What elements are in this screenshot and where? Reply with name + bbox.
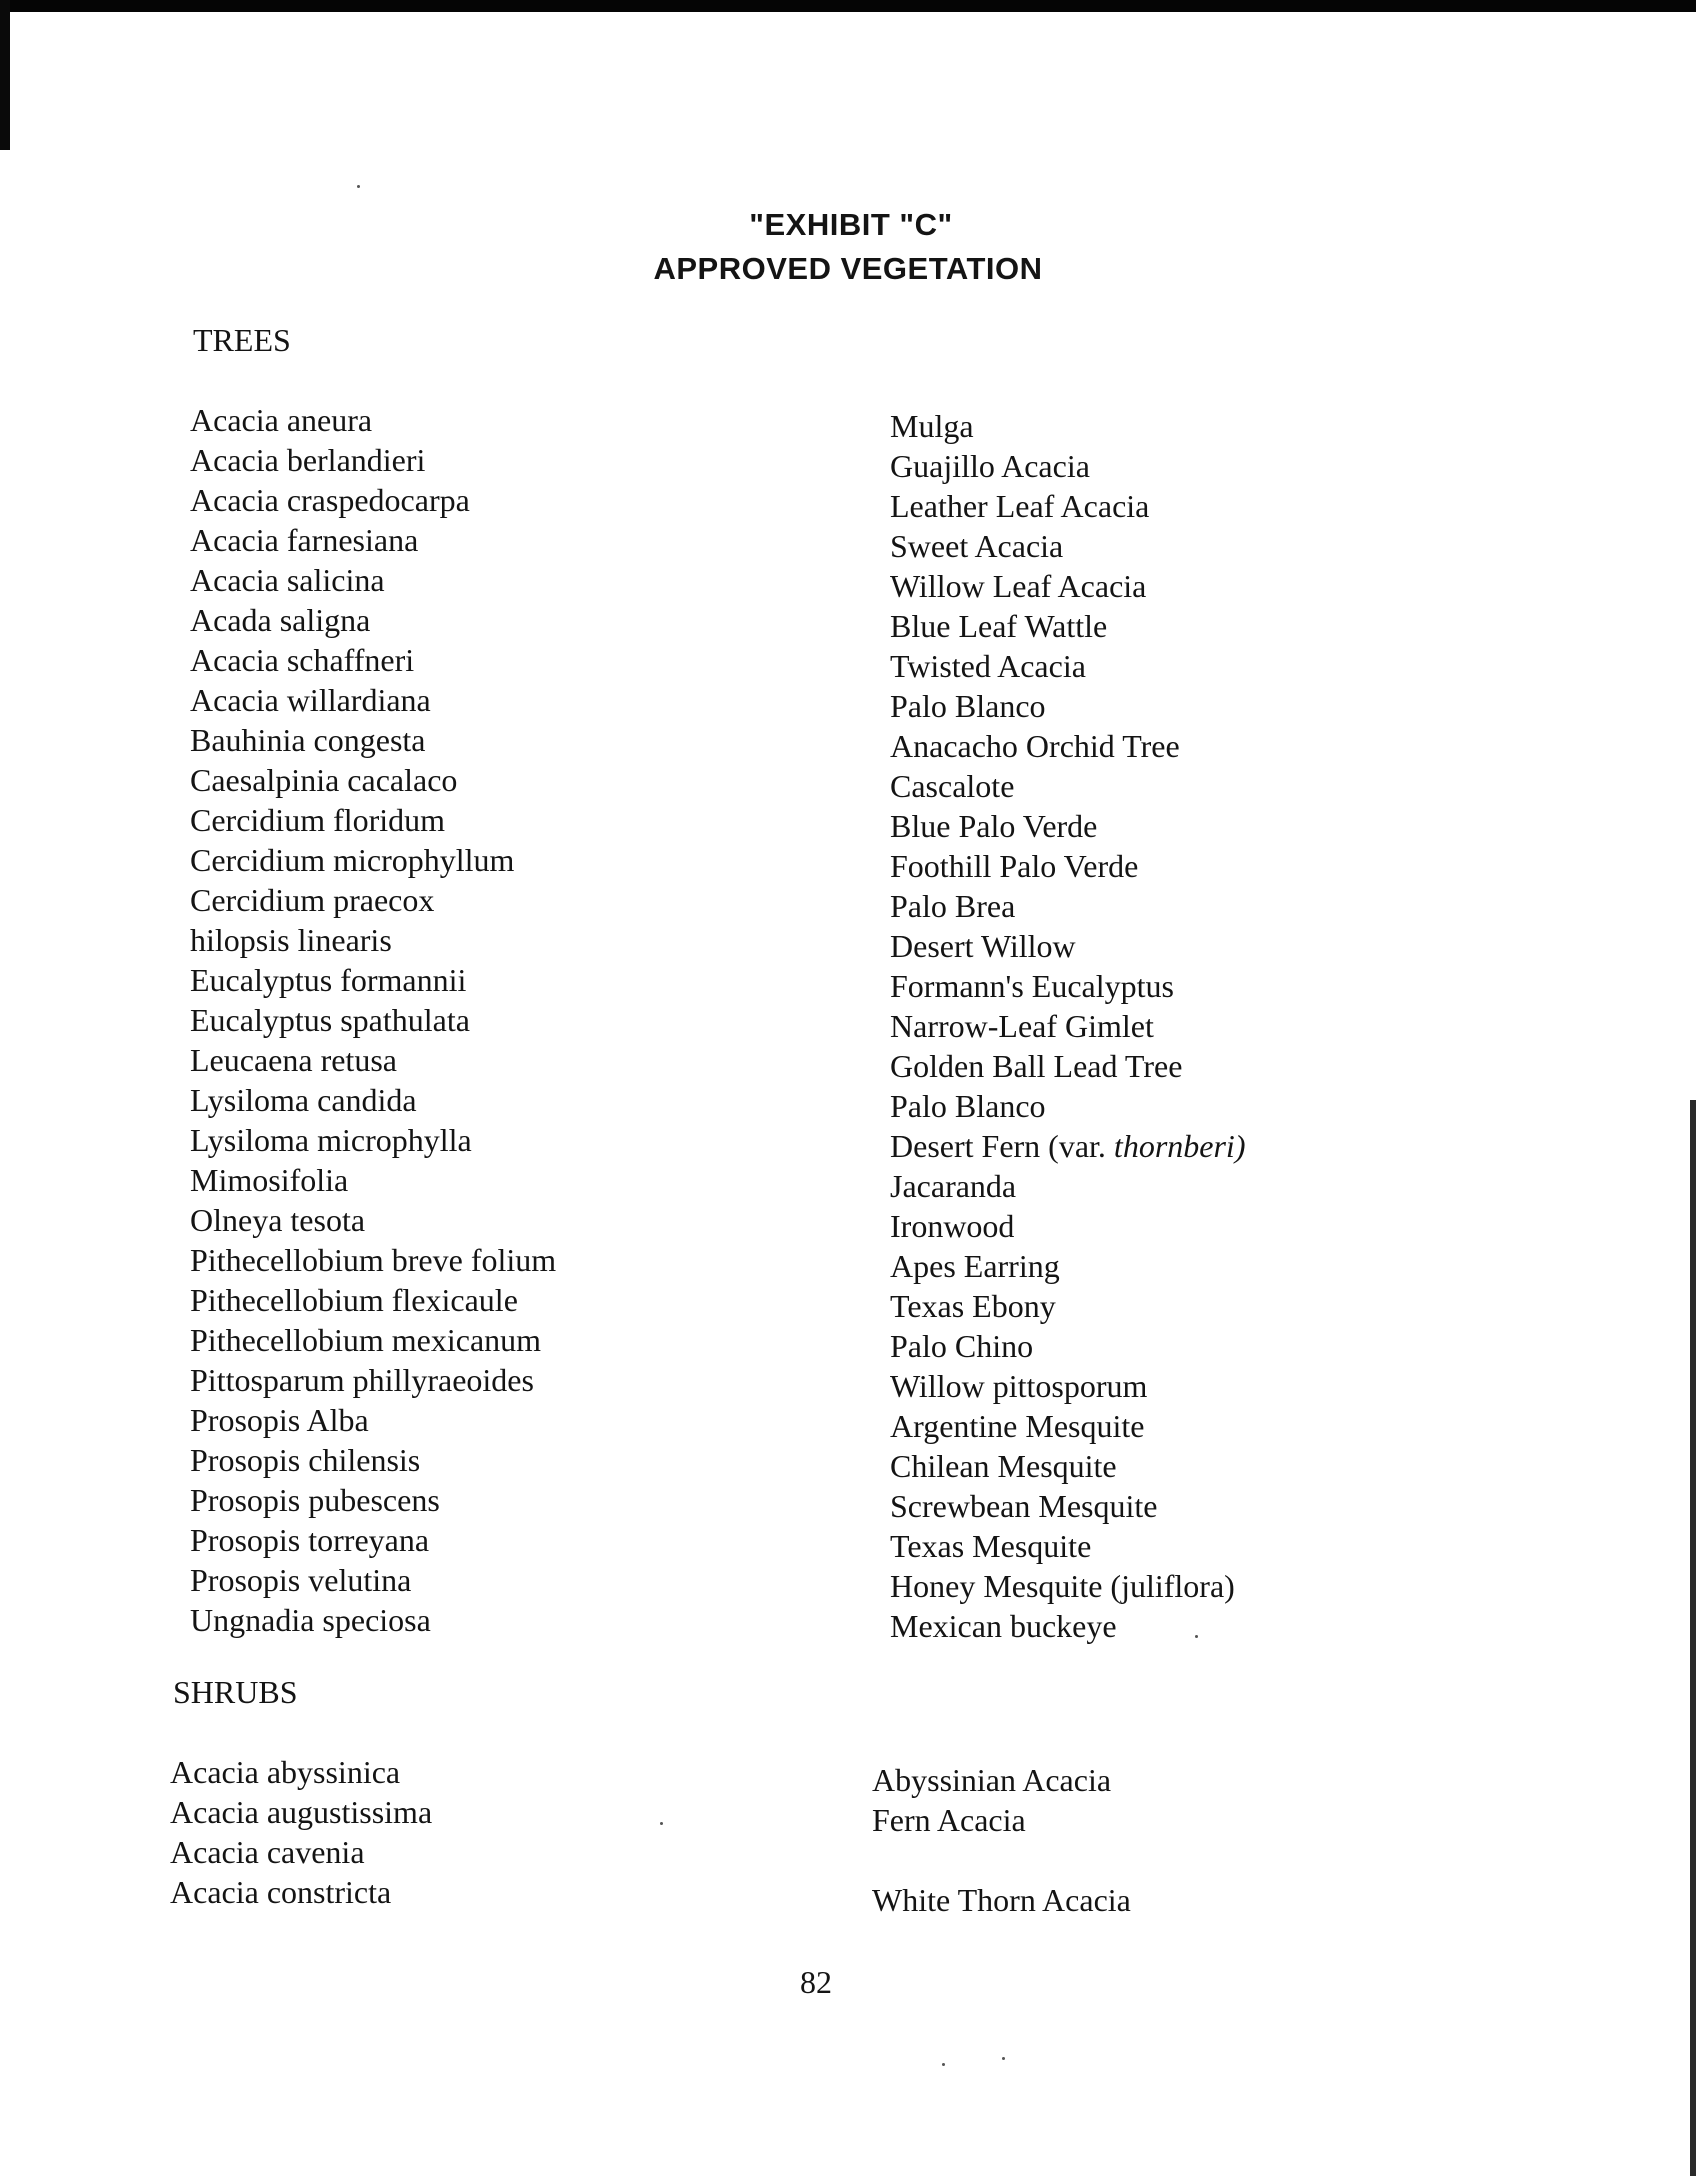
list-item: Argentine Mesquite bbox=[890, 1408, 1145, 1444]
scan-speck bbox=[1002, 2057, 1005, 2060]
list-item: Acacia aneura bbox=[190, 402, 373, 438]
list-item: Foothill Palo Verde bbox=[890, 848, 1139, 884]
list-item: Jacaranda bbox=[890, 1168, 1017, 1204]
list-item: Acacia willardiana bbox=[190, 682, 431, 718]
list-item: Eucalyptus spathulata bbox=[190, 1002, 470, 1038]
list-item: Acacia cavenia bbox=[170, 1834, 365, 1870]
list-item bbox=[872, 1840, 1131, 1880]
shrubs-common-list bbox=[872, 1760, 1131, 1920]
list-item: hilopsis linearis bbox=[190, 922, 392, 958]
list-item: Ungnadia speciosa bbox=[190, 1602, 431, 1638]
trees-common-list bbox=[890, 406, 1245, 1646]
list-item: Desert Fern (var. thornberi) bbox=[890, 1128, 1246, 1164]
list-item: Sweet Acacia bbox=[890, 528, 1064, 564]
list-item: Blue Palo Verde bbox=[890, 808, 1098, 844]
list-item: Cercidium floridum bbox=[190, 802, 446, 838]
list-item: Lysiloma candida bbox=[190, 1082, 417, 1118]
list-item: Acada saligna bbox=[190, 602, 371, 638]
scan-right-border bbox=[1690, 1100, 1696, 2176]
list-item: Prosopis Alba bbox=[190, 1402, 369, 1438]
list-item: Prosopis pubescens bbox=[190, 1482, 440, 1518]
shrubs-heading: SHRUBS bbox=[173, 1674, 298, 1710]
shrubs-scientific-list bbox=[170, 1752, 432, 1912]
list-item: Anacacho Orchid Tree bbox=[890, 728, 1180, 764]
list-item: Eucalyptus formannii bbox=[190, 962, 467, 998]
list-item: Golden Ball Lead Tree bbox=[890, 1048, 1183, 1084]
list-item: Willow Leaf Acacia bbox=[890, 568, 1147, 604]
list-item: Abyssinian Acacia bbox=[872, 1762, 1112, 1798]
trees-heading: TREES bbox=[193, 322, 291, 358]
document-title: APPROVED VEGETATION bbox=[653, 251, 1043, 286]
list-item: Pithecellobium flexicaule bbox=[190, 1282, 518, 1318]
list-item: Guajillo Acacia bbox=[890, 448, 1090, 484]
list-item: Pithecellobium mexicanum bbox=[190, 1322, 542, 1358]
page-number: 82 bbox=[800, 1964, 832, 2000]
list-item: Palo Blanco bbox=[890, 688, 1046, 724]
list-item: Cascalote bbox=[890, 768, 1015, 804]
list-item: Formann's Eucalyptus bbox=[890, 968, 1174, 1004]
list-item: Lysiloma microphylla bbox=[190, 1122, 472, 1158]
list-item: Palo Chino bbox=[890, 1328, 1034, 1364]
list-item: Mexican buckeye bbox=[890, 1608, 1117, 1644]
list-item: Acacia farnesiana bbox=[190, 522, 419, 558]
list-item: Palo Blanco bbox=[890, 1088, 1046, 1124]
scan-speck bbox=[942, 2063, 945, 2066]
list-item: Olneya tesota bbox=[190, 1202, 366, 1238]
list-item: Acacia berlandieri bbox=[190, 442, 426, 478]
list-item: Prosopis velutina bbox=[190, 1562, 412, 1598]
list-item: Mimosifolia bbox=[190, 1162, 349, 1198]
list-item: Acacia augustissima bbox=[170, 1794, 433, 1830]
list-item: Fern Acacia bbox=[872, 1802, 1026, 1838]
list-item: Honey Mesquite (juliflora) bbox=[890, 1568, 1235, 1604]
exhibit-title: "EXHIBIT "C" bbox=[749, 207, 953, 242]
list-item: Bauhinia congesta bbox=[190, 722, 426, 758]
list-item: Pittosparum phillyraeoides bbox=[190, 1362, 534, 1398]
list-item: Texas Ebony bbox=[890, 1288, 1056, 1324]
scan-speck bbox=[357, 185, 360, 188]
list-item: Ironwood bbox=[890, 1208, 1015, 1244]
list-item: Leucaena retusa bbox=[190, 1042, 397, 1078]
list-item: Cercidium microphyllum bbox=[190, 842, 515, 878]
list-item: Leather Leaf Acacia bbox=[890, 488, 1150, 524]
list-item: Pithecellobium breve folium bbox=[190, 1242, 557, 1278]
list-item: Texas Mesquite bbox=[890, 1528, 1092, 1564]
list-item: Mulga bbox=[890, 408, 974, 444]
list-item: Cercidium praecox bbox=[190, 882, 435, 918]
list-item: Apes Earring bbox=[890, 1248, 1060, 1284]
list-item: Acacia schaffneri bbox=[190, 642, 415, 678]
scan-speck bbox=[660, 1822, 663, 1825]
scan-left-border bbox=[0, 0, 10, 150]
scan-top-border bbox=[0, 0, 1696, 12]
list-item: Prosopis torreyana bbox=[190, 1522, 430, 1558]
list-item: Narrow-Leaf Gimlet bbox=[890, 1008, 1154, 1044]
list-item: Acacia salicina bbox=[190, 562, 385, 598]
list-item: Acacia abyssinica bbox=[170, 1754, 401, 1790]
list-item: Acacia constricta bbox=[170, 1874, 392, 1910]
list-item: Blue Leaf Wattle bbox=[890, 608, 1108, 644]
trees-scientific-list bbox=[190, 400, 556, 1640]
list-item: Acacia craspedocarpa bbox=[190, 482, 470, 518]
list-item: Screwbean Mesquite bbox=[890, 1488, 1158, 1524]
list-item: Prosopis chilensis bbox=[190, 1442, 421, 1478]
list-item: Chilean Mesquite bbox=[890, 1448, 1117, 1484]
list-item: Willow pittosporum bbox=[890, 1368, 1148, 1404]
list-item: Desert Willow bbox=[890, 928, 1076, 964]
list-item: White Thorn Acacia bbox=[872, 1882, 1131, 1918]
list-item: Twisted Acacia bbox=[890, 648, 1086, 684]
list-item: Caesalpinia cacalaco bbox=[190, 762, 458, 798]
list-item: Palo Brea bbox=[890, 888, 1016, 924]
